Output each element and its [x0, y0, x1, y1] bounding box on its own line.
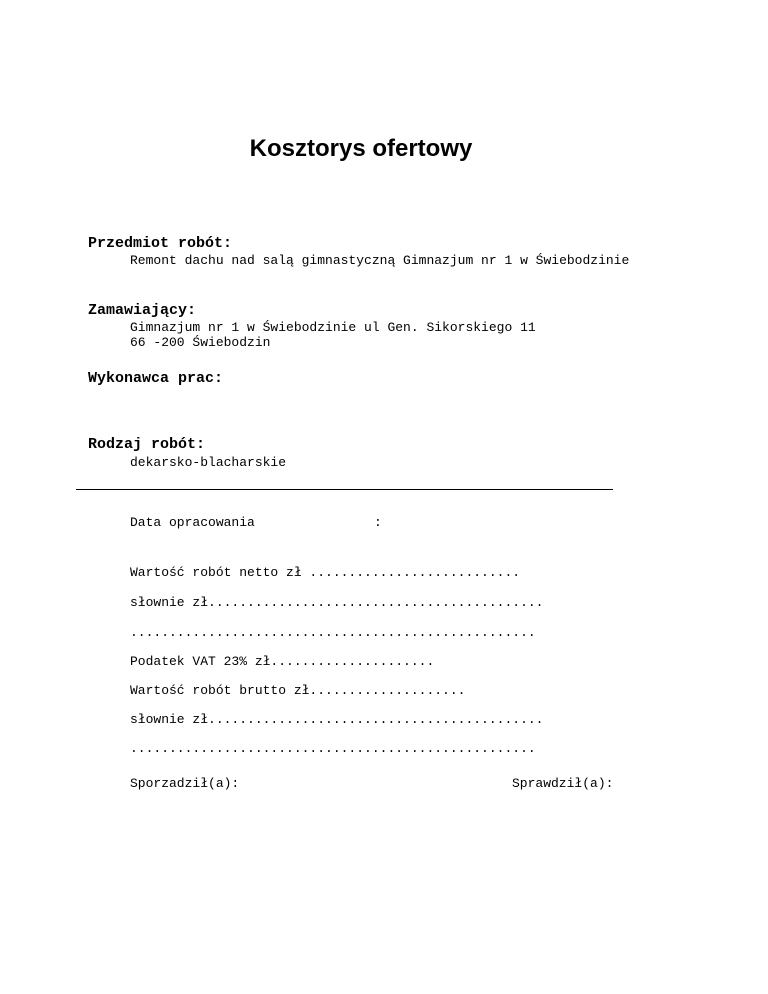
document-title: Kosztorys ofertowy [249, 135, 473, 162]
date-colon: : [374, 515, 382, 530]
subject-label: Przedmiot robót: [88, 235, 233, 252]
work-type-value: dekarsko-blacharskie [130, 455, 287, 470]
gross-value-line: Wartość robót brutto zł.................... [130, 683, 466, 698]
client-address-line: 66 -200 Świebodzin [130, 335, 271, 350]
subject-value: Remont dachu nad salą gimnastyczną Gimnazjum nr 1 w Świebodzinie [130, 253, 630, 268]
section-divider [76, 489, 613, 490]
date-label: Data opracowania [130, 515, 255, 530]
gross-words-continuation: .................................................... [130, 741, 536, 756]
checked-by-label: Sprawdził(a): [512, 776, 614, 791]
client-label: Zamawiający: [88, 302, 197, 319]
work-type-label: Rodzaj robót: [88, 436, 206, 453]
net-words-line: słownie zł........................................... [130, 595, 544, 610]
prepared-by-label: Sporzadził(a): [130, 776, 240, 791]
vat-line: Podatek VAT 23% zł..................... [130, 654, 435, 669]
gross-words-line: słownie zł........................................... [130, 712, 544, 727]
client-address-line: Gimnazjum nr 1 w Świebodzinie ul Gen. Sikorskiego 11 [130, 320, 536, 335]
contractor-label: Wykonawca prac: [88, 370, 224, 387]
net-words-continuation: .................................................... [130, 625, 536, 640]
net-value-line: Wartość robót netto zł ........................... [130, 565, 521, 580]
